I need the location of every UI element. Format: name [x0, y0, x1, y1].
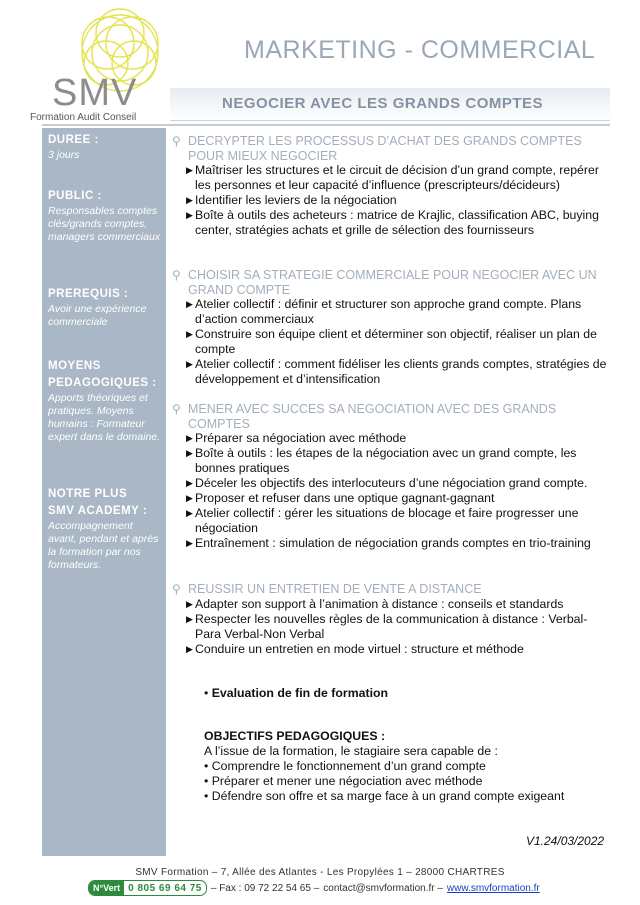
list-item [186, 491, 612, 506]
list-item [186, 163, 612, 193]
email[interactable]: contact@smvformation.fr – [323, 882, 443, 894]
objectif-text: Préparer et mener une négociation avec méthode [211, 774, 483, 788]
bullet-icon: • [204, 759, 212, 773]
bullet-icon: • [204, 686, 212, 700]
public-text: Responsables comptes clés/grands comptes, managers commerciaux [48, 205, 161, 243]
section-heading [172, 582, 612, 597]
list-item [186, 476, 612, 491]
list-item-text: Boîte à outils : les étapes de la négociation avec un grand compte, les bonnes pratiques [195, 446, 577, 475]
arrow-icon: ▶ [186, 478, 193, 488]
numero-vert-badge [88, 880, 207, 896]
public-heading: PUBLIC : [48, 190, 102, 202]
list-item-text: Identifier les leviers de la négociation [195, 193, 397, 207]
list-item-text: Adapter son support à l’animation à distance : conseils et standards [195, 596, 564, 611]
list-item-text: Maîtriser les structures et le circuit de décision d’un grand compte, repérer les personnes et leur capacité d’influence (prescripteurs/décideurs) [195, 163, 599, 192]
section-heading [172, 134, 612, 163]
objectif-text: Défendre son offre et sa marge face à un grand compte exigeant [211, 789, 565, 803]
logo-subtitle: Formation Audit Conseil [30, 112, 137, 123]
arrow-icon: ▶ [186, 508, 193, 518]
section-heading [172, 402, 612, 431]
list-item [186, 193, 612, 208]
magnifier-icon: ⚲ [172, 134, 181, 148]
list-item [186, 642, 612, 657]
arrow-icon: ▶ [186, 433, 193, 443]
objectif-text: Comprendre le fonctionnement d’un grand compte [211, 759, 486, 773]
list-item-text: Atelier collectif : définir et structurer son approche grand compte. Plans d’action commerciaux [195, 297, 582, 326]
list-item [186, 327, 612, 357]
arrow-icon: ▶ [186, 493, 193, 503]
divider [42, 124, 610, 126]
moyens-text: Apports théoriques et pratiques. Moyens humains : Formateur expert dans le domaine. [48, 392, 161, 443]
section-heading [172, 268, 612, 297]
sidebar-prerequis [48, 286, 164, 329]
version: V1.24/03/2022 [526, 834, 605, 848]
prerequis-text: Avoir une expérience commerciale [48, 303, 147, 328]
objectifs-intro: A l’issue de la formation, le stagiaire sera capable de : [204, 744, 498, 758]
footer-address: SMV Formation – 7, Allée des Atlantes - Les Propylées 1 – 28000 CHARTRES [135, 867, 505, 878]
footer-contact [88, 880, 540, 896]
logo-text: SMV [52, 72, 138, 114]
arrow-icon: ▶ [186, 329, 193, 339]
list-item [186, 506, 612, 536]
duree-heading: DUREE : [48, 134, 99, 146]
course-title: NEGOCIER AVEC LES GRANDS COMPTES [222, 95, 544, 112]
sidebar-moyens [48, 358, 164, 444]
section-title: REUSSIR UN ENTRETIEN DE VENTE A DISTANCE [188, 582, 482, 596]
evaluation [204, 686, 388, 701]
list-item-text: Atelier collectif : gérer les situations de blocage et faire progresser une négociation [195, 506, 579, 535]
sidebar-duree [48, 132, 164, 162]
magnifier-icon: ⚲ [172, 268, 181, 282]
bullet-icon: • [204, 789, 212, 803]
numero-vert: 0 805 69 64 75 [128, 882, 202, 894]
section-2 [172, 268, 612, 387]
arrow-icon: ▶ [186, 210, 193, 220]
list-item [204, 759, 564, 774]
list-item-text: Respecter les nouvelles règles de la communication à distance : Verbal-Para Verbal-Non Verbal [195, 611, 588, 641]
list-item-text: Déceler les objectifs des interlocuteurs d’une négociation grand compte. [195, 476, 588, 490]
page-title: MARKETING - COMMERCIAL [244, 36, 596, 64]
arrow-icon: ▶ [186, 613, 193, 624]
arrow-icon: ▶ [186, 299, 193, 309]
plus-text: Accompagnement avant, pendant et après la formation par nos formateurs. [48, 520, 159, 571]
phone-icon: N°Vert [89, 881, 124, 895]
arrow-icon: ▶ [186, 598, 193, 609]
list-item [186, 612, 612, 642]
arrow-icon: ▶ [186, 643, 193, 654]
bullet-icon: • [204, 774, 212, 788]
duree-text: 3 jours [48, 149, 80, 161]
list-item-text: Boîte à outils des acheteurs : matrice de Krajlic, classification ABC, buying center, stratégies achats et grille de sélection des fournisseurs [195, 208, 599, 237]
list-item [186, 597, 612, 612]
list-item [186, 357, 612, 387]
plus-heading-2: SMV ACADEMY : [48, 505, 148, 517]
sidebar-public [48, 188, 164, 244]
list-item [204, 789, 564, 804]
section-1 [172, 134, 612, 238]
list-item [186, 208, 612, 238]
list-item-text: Conduire un entretien en mode virtuel : structure et méthode [195, 641, 524, 656]
evaluation-text: Evaluation de fin de formation [211, 686, 389, 700]
section-4 [172, 582, 612, 657]
arrow-icon: ▶ [186, 538, 193, 548]
sidebar [42, 128, 166, 856]
list-item-text: Construire son équipe client et déterminer son objectif, réaliser un plan de compte [195, 327, 597, 356]
magnifier-icon: ⚲ [172, 582, 181, 596]
section-3 [172, 402, 612, 551]
section-title: CHOISIR SA STRATEGIE COMMERCIALE POUR NEGOCIER AVEC UN GRAND COMPTE [188, 268, 597, 297]
list-item [186, 536, 612, 551]
list-item [186, 431, 612, 446]
sidebar-plus [48, 486, 164, 572]
arrow-icon: ▶ [186, 448, 193, 458]
objectifs [204, 729, 564, 804]
arrow-icon: ▶ [186, 195, 193, 205]
arrow-icon: ▶ [186, 359, 193, 369]
fax: – Fax : 09 72 22 54 65 – [210, 882, 320, 894]
list-item-text: Préparer sa négociation avec méthode [195, 431, 407, 445]
list-item-text: Proposer et refuser dans une optique gagnant-gagnant [195, 491, 495, 505]
section-title: DECRYPTER LES PROCESSUS D’ACHAT DES GRANDS COMPTES POUR MIEUX NEGOCIER [188, 134, 582, 163]
prerequis-heading: PREREQUIS : [48, 288, 129, 300]
list-item [186, 297, 612, 327]
list-item-text: Entraînement : simulation de négociation grands comptes en trio-training [195, 536, 591, 550]
arrow-icon: ▶ [186, 165, 193, 175]
plus-heading-1: NOTRE PLUS [48, 488, 128, 500]
moyens-heading-1: MOYENS [48, 360, 101, 372]
moyens-heading-2: PEDAGOGIQUES : [48, 377, 157, 389]
objectifs-heading: OBJECTIFS PEDAGOGIQUES : [204, 729, 386, 743]
magnifier-icon: ⚲ [172, 402, 181, 416]
website-link[interactable]: www.smvformation.fr [446, 882, 540, 894]
list-item [186, 446, 612, 476]
list-item-text: Atelier collectif : comment fidéliser les clients grands comptes, stratégies de développement et d’intensification [195, 357, 607, 386]
section-title: MENER AVEC SUCCES SA NEGOCIATION AVEC DES GRANDS COMPTES [188, 402, 557, 431]
list-item [204, 774, 564, 789]
